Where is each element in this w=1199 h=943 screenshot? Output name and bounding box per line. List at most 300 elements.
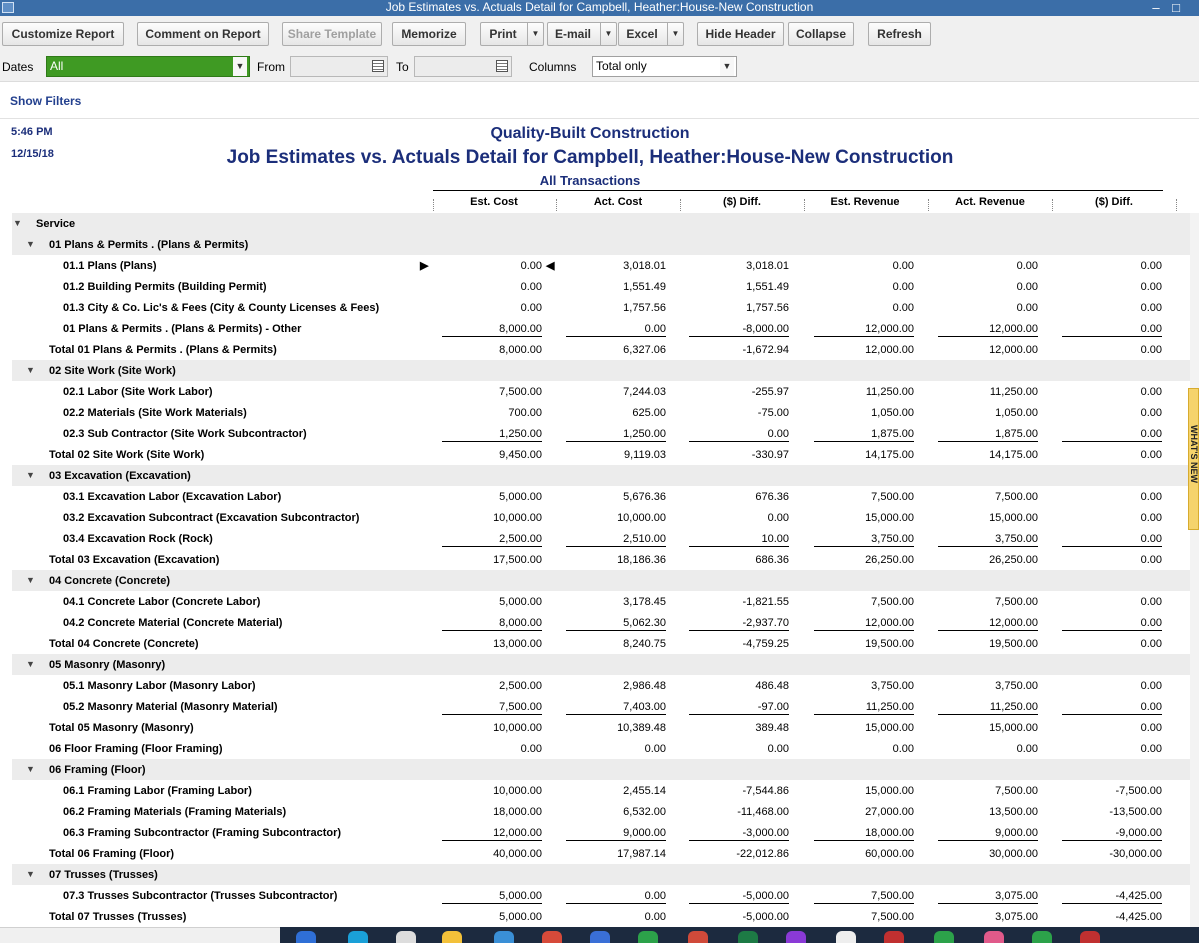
cell-value[interactable]: 0.00 [1140, 386, 1162, 398]
cell-value[interactable]: 12,000.00 [938, 617, 1038, 631]
cell-value[interactable]: 2,986.48 [623, 680, 666, 692]
cell-value[interactable]: 5,062.30 [566, 617, 666, 631]
report-row[interactable] [12, 423, 1190, 444]
cell-value[interactable]: -75.00 [757, 407, 789, 419]
cell-value[interactable]: 10,000.00 [617, 512, 666, 524]
collapse-triangle-icon[interactable]: ▼ [26, 869, 35, 879]
collapse-triangle-icon[interactable]: ▼ [26, 239, 35, 249]
cell-value[interactable]: -2,937.70 [689, 617, 789, 631]
row-label: 03.2 Excavation Subcontract (Excavation Subcontractor) [63, 512, 360, 524]
cell-value[interactable]: 27,000.00 [865, 806, 914, 818]
cell-value[interactable]: 0.00 [1062, 428, 1162, 442]
cell-value[interactable]: 10,000.00 [493, 785, 542, 797]
cell-value[interactable]: 5,000.00 [499, 911, 542, 923]
cell-value[interactable]: 11,250.00 [814, 701, 914, 715]
cell-value[interactable]: 12,000.00 [865, 344, 914, 356]
cell-value[interactable]: 9,000.00 [566, 827, 666, 841]
cell-value[interactable]: 13,500.00 [989, 806, 1038, 818]
cell-value[interactable]: 0.00 [1140, 554, 1162, 566]
taskbar-app-icon[interactable] [348, 931, 368, 943]
report-total-row[interactable] [12, 843, 1190, 864]
cell-value[interactable]: 7,500.00 [995, 785, 1038, 797]
column-resize-handle[interactable] [928, 199, 929, 211]
report-row[interactable] [12, 276, 1190, 297]
company-name: Quality-Built Construction [490, 125, 690, 142]
cell-value[interactable]: 0.00 [1140, 743, 1162, 755]
report-group-row[interactable] [12, 465, 1190, 486]
column-resize-handle[interactable] [680, 199, 681, 211]
report-group-row[interactable] [12, 213, 1190, 234]
divider [0, 118, 1199, 119]
cell-value[interactable]: 26,250.00 [865, 554, 914, 566]
cell-value[interactable]: 10,000.00 [493, 722, 542, 734]
row-label: 02.3 Sub Contractor (Site Work Subcontractor) [63, 428, 307, 440]
report-group-row[interactable] [12, 570, 1190, 591]
cell-value[interactable]: 0.00 [566, 323, 666, 337]
report-row[interactable] [12, 381, 1190, 402]
report-row[interactable] [12, 486, 1190, 507]
report-row[interactable] [12, 507, 1190, 528]
row-label: 01.1 Plans (Plans) [63, 260, 157, 272]
cell-value[interactable]: 12,000.00 [814, 617, 914, 631]
cell-value[interactable]: 0.00 [644, 911, 666, 923]
cell-value[interactable]: -5,000.00 [689, 890, 789, 904]
column-resize-handle[interactable] [1052, 199, 1053, 211]
collapse-triangle-icon[interactable]: ▼ [26, 575, 35, 585]
window-title: Job Estimates vs. Actuals Detail for Campbell, Heather:House-New Construction [385, 0, 814, 14]
cell-value[interactable]: 7,500.00 [871, 596, 914, 608]
row-label: 07.3 Trusses Subcontractor (Trusses Subcontractor) [63, 890, 338, 902]
taskbar-app-icon[interactable] [984, 931, 1004, 943]
email-dropdown-icon[interactable]: ▼ [600, 23, 616, 45]
report-row[interactable] [12, 675, 1190, 696]
cell-value[interactable]: 5,000.00 [499, 596, 542, 608]
cell-value[interactable]: 0.00 [1062, 323, 1162, 337]
report-group-row[interactable] [12, 864, 1190, 885]
hide-header-button[interactable]: Hide Header [697, 22, 784, 46]
cell-value[interactable]: 60,000.00 [865, 848, 914, 860]
row-label: 07 Trusses (Trusses) [49, 869, 158, 881]
cell-value[interactable]: 1,551.49 [623, 281, 666, 293]
row-label: 03 Excavation (Excavation) [49, 470, 191, 482]
report-row[interactable] [12, 297, 1190, 318]
cell-value[interactable]: 14,175.00 [989, 449, 1038, 461]
report-row[interactable] [12, 591, 1190, 612]
row-label: Total 01 Plans & Permits . (Plans & Permits) [49, 344, 277, 356]
cell-value[interactable]: 19,500.00 [865, 638, 914, 650]
calendar-icon[interactable] [372, 60, 384, 72]
cell-value[interactable]: 389.48 [755, 722, 789, 734]
cell-value[interactable]: 0.00 [644, 743, 666, 755]
report-group-row[interactable] [12, 360, 1190, 381]
cell-value[interactable]: 2,510.00 [566, 533, 666, 547]
report-row[interactable] [12, 885, 1190, 906]
cell-value[interactable]: 0.00 [1062, 701, 1162, 715]
cell-value[interactable]: 8,000.00 [442, 323, 542, 337]
report-row[interactable] [12, 528, 1190, 549]
cell-value[interactable]: 11,250.00 [989, 386, 1038, 398]
cell-value[interactable]: 15,000.00 [989, 722, 1038, 734]
cell-value[interactable]: 15,000.00 [865, 512, 914, 524]
cell-value[interactable]: 3,075.00 [938, 890, 1038, 904]
cell-value[interactable]: 0.00 [1062, 533, 1162, 547]
excel-label: Excel [626, 27, 658, 41]
folder-icon[interactable] [442, 931, 462, 943]
row-label: 06 Floor Framing (Floor Framing) [49, 743, 223, 755]
cell-value[interactable]: 0.00 [1140, 281, 1162, 293]
taskbar-app-icon[interactable] [934, 931, 954, 943]
excel-button[interactable] [618, 22, 684, 46]
report-total-row[interactable] [12, 906, 1190, 927]
cell-value[interactable]: 486.48 [755, 680, 789, 692]
report-row[interactable] [12, 402, 1190, 423]
cell-value[interactable]: 11,250.00 [865, 386, 914, 398]
cell-value[interactable]: 0.00 [892, 302, 914, 314]
cell-value[interactable]: 0.00 [1140, 344, 1162, 356]
cell-value[interactable]: -97.00 [689, 701, 789, 715]
cell-value[interactable]: 686.36 [755, 554, 789, 566]
cell-value[interactable]: 0.00 [1140, 722, 1162, 734]
report-group-row[interactable] [12, 654, 1190, 675]
cell-value[interactable]: 700.00 [508, 407, 542, 419]
cell-value[interactable]: 0.00 [566, 890, 666, 904]
cell-value[interactable]: -5,000.00 [742, 911, 789, 923]
cell-value[interactable]: -13,500.00 [1109, 806, 1162, 818]
cell-value[interactable]: -7,544.86 [742, 785, 789, 797]
row-label: Total 07 Trusses (Trusses) [49, 911, 187, 923]
column-header-act-cost[interactable]: Act. Cost [593, 196, 643, 208]
chevron-down-icon[interactable]: ▼ [233, 57, 247, 76]
horizontal-scrollbar[interactable] [0, 927, 280, 943]
cell-value[interactable]: 9,119.03 [623, 449, 666, 461]
report-toolbar [0, 16, 1199, 52]
cell-value[interactable]: 0.00 [1140, 260, 1162, 272]
calendar-icon[interactable] [496, 60, 508, 72]
cell-value[interactable]: 0.00 [1016, 302, 1038, 314]
taskbar-app-icon[interactable] [836, 931, 856, 943]
cell-value[interactable]: 0.00 [892, 281, 914, 293]
cell-value[interactable]: 0.00 [1062, 617, 1162, 631]
refresh-button[interactable]: Refresh [868, 22, 931, 46]
excel-dropdown-icon[interactable]: ▼ [667, 23, 683, 45]
cell-value[interactable]: -8,000.00 [689, 323, 789, 337]
cell-value[interactable]: 3,750.00 [938, 533, 1038, 547]
to-date-field[interactable] [414, 56, 512, 77]
cell-value[interactable]: 13,000.00 [493, 638, 542, 650]
quickbooks-icon[interactable] [638, 931, 658, 943]
from-label: From [257, 60, 285, 74]
print-dropdown-icon[interactable]: ▼ [527, 23, 543, 45]
print-label: Print [489, 27, 517, 41]
column-resize-handle[interactable] [804, 199, 805, 211]
cell-value[interactable]: 8,240.75 [623, 638, 666, 650]
cell-value[interactable]: 17,987.14 [617, 848, 666, 860]
row-label: 04 Concrete (Concrete) [49, 575, 171, 587]
cell-value[interactable]: 7,500.00 [871, 911, 914, 923]
header-rule [433, 190, 1163, 191]
cell-value[interactable]: 18,000.00 [493, 806, 542, 818]
cell-value[interactable]: 11,250.00 [938, 701, 1038, 715]
row-label: 01.2 Building Permits (Building Permit) [63, 281, 267, 293]
taskbar-app-icon[interactable] [688, 931, 708, 943]
cell-value[interactable]: -255.97 [751, 386, 789, 398]
report-row[interactable] [12, 822, 1190, 843]
report-row[interactable] [12, 255, 1190, 276]
cell-value[interactable]: 0.00 [1016, 281, 1038, 293]
cell-value[interactable]: 12,000.00 [989, 344, 1038, 356]
cell-value[interactable]: 0.00 [520, 743, 542, 755]
cell-value[interactable]: 8,000.00 [499, 344, 542, 356]
cell-value[interactable]: 10.00 [689, 533, 789, 547]
cell-value[interactable]: 2,455.14 [623, 785, 666, 797]
row-label: 01 Plans & Permits . (Plans & Permits) - Other [63, 323, 302, 335]
row-label: 02.1 Labor (Site Work Labor) [63, 386, 213, 398]
cell-value[interactable]: 3,018.01 [623, 260, 666, 272]
cell-value[interactable]: 625.00 [632, 407, 666, 419]
column-header-act-revenue[interactable]: Act. Revenue [955, 196, 1025, 208]
row-label: 01 Plans & Permits . (Plans & Permits) [49, 239, 249, 251]
cell-value[interactable]: 1,551.49 [746, 281, 789, 293]
cell-value[interactable]: 18,186.36 [617, 554, 666, 566]
cell-value[interactable]: -3,000.00 [689, 827, 789, 841]
cell-value[interactable]: 0.00 [1140, 491, 1162, 503]
from-date-field[interactable] [290, 56, 388, 77]
cell-value[interactable]: 0.00 [1140, 680, 1162, 692]
taskbar-app-icon[interactable] [786, 931, 806, 943]
cell-value[interactable]: 1,250.00 [566, 428, 666, 442]
taskbar-app-icon[interactable] [1032, 931, 1052, 943]
collapse-triangle-icon[interactable]: ▼ [26, 764, 35, 774]
collapse-triangle-icon[interactable]: ▼ [26, 470, 35, 480]
cell-value[interactable]: 17,500.00 [493, 554, 542, 566]
cell-value[interactable]: 0.00 [1140, 407, 1162, 419]
filter-bar [0, 52, 1199, 82]
row-label: Service [36, 218, 76, 230]
cell-value[interactable]: 7,500.00 [499, 386, 542, 398]
collapse-triangle-icon[interactable]: ▼ [13, 218, 22, 228]
dates-select-value: All [50, 59, 64, 73]
taskbar-app-icon[interactable] [590, 931, 610, 943]
cell-value[interactable]: 0.00 [1016, 260, 1038, 272]
row-label: 03.4 Excavation Rock (Rock) [63, 533, 213, 545]
cell-value[interactable]: -22,012.86 [736, 848, 789, 860]
report-group-row[interactable] [12, 759, 1190, 780]
report-row[interactable] [12, 801, 1190, 822]
taskbar-app-icon[interactable] [884, 931, 904, 943]
row-label: 01.3 City & Co. Lic's & Fees (City & County Licenses & Fees) [63, 302, 380, 314]
cell-value[interactable]: 6,532.00 [623, 806, 666, 818]
column-resize-handle[interactable] [1176, 199, 1177, 211]
cell-value[interactable]: 12,000.00 [442, 827, 542, 841]
cell-value[interactable]: 0.00 [1140, 596, 1162, 608]
cell-value[interactable]: 0.00 [767, 743, 789, 755]
report-total-row[interactable] [12, 633, 1190, 654]
report-total-row[interactable] [12, 549, 1190, 570]
row-label: 06.1 Framing Labor (Framing Labor) [63, 785, 252, 797]
cell-value[interactable]: 1,875.00 [814, 428, 914, 442]
row-label: 04.2 Concrete Material (Concrete Material) [63, 617, 283, 629]
excel-icon[interactable] [738, 931, 758, 943]
report-row[interactable] [12, 612, 1190, 633]
report-row[interactable] [12, 780, 1190, 801]
report-subtitle: All Transactions [539, 173, 641, 188]
cell-value[interactable]: 0.00 [1140, 449, 1162, 461]
cell-value[interactable]: 19,500.00 [989, 638, 1038, 650]
cell-value[interactable]: -30,000.00 [1109, 848, 1162, 860]
report-total-row[interactable] [12, 444, 1190, 465]
cell-value[interactable]: 1,050.00 [995, 407, 1038, 419]
cell-value[interactable]: 1,757.56 [746, 302, 789, 314]
print-button[interactable] [480, 22, 544, 46]
report-row[interactable] [12, 738, 1190, 759]
report-date: 12/15/18 [11, 148, 54, 160]
report-title: Job Estimates vs. Actuals Detail for Campbell, Heather:House-New Construction [226, 147, 954, 168]
cell-value[interactable]: 2,500.00 [499, 680, 542, 692]
cell-value[interactable]: 5,676.36 [623, 491, 666, 503]
cell-value[interactable]: 2,500.00 [442, 533, 542, 547]
cell-value[interactable]: 0.00 [892, 260, 914, 272]
cell-value[interactable]: 12,000.00 [938, 323, 1038, 337]
collapse-triangle-icon[interactable]: ▼ [26, 659, 35, 669]
browser-icon[interactable] [542, 931, 562, 943]
cell-value[interactable]: 0.00 [520, 302, 542, 314]
cell-value[interactable]: 7,403.00 [566, 701, 666, 715]
cell-value[interactable]: 7,500.00 [442, 701, 542, 715]
taskbar-app-icon[interactable] [494, 931, 514, 943]
cell-value[interactable]: -9,000.00 [1062, 827, 1162, 841]
cell-value[interactable]: 18,000.00 [814, 827, 914, 841]
cell-value[interactable]: 0.00 [520, 281, 542, 293]
report-total-row[interactable] [12, 717, 1190, 738]
cell-value[interactable]: 40,000.00 [493, 848, 542, 860]
cell-value[interactable]: 1,757.56 [623, 302, 666, 314]
cell-value[interactable]: -4,425.00 [1115, 911, 1162, 923]
cell-value[interactable]: 10,389.48 [617, 722, 666, 734]
cell-value[interactable]: 5,000.00 [499, 491, 542, 503]
cell-value[interactable]: 3,750.00 [871, 680, 914, 692]
cell-value[interactable]: 0.00 [689, 428, 789, 442]
dates-label: Dates [2, 60, 34, 74]
cell-value[interactable]: 7,500.00 [995, 491, 1038, 503]
cell-value[interactable]: 1,875.00 [938, 428, 1038, 442]
calendar-icon[interactable] [1080, 931, 1100, 943]
cell-value[interactable]: 1,250.00 [442, 428, 542, 442]
cell-value[interactable]: -330.97 [751, 449, 789, 461]
cell-value[interactable]: 7,500.00 [995, 596, 1038, 608]
comment-on-report-button[interactable]: Comment on Report [137, 22, 269, 46]
report-total-row[interactable] [12, 339, 1190, 360]
column-header-revenue-diff[interactable]: ($) Diff. [1095, 196, 1133, 208]
cell-value[interactable]: 0.00 [1140, 302, 1162, 314]
row-label: Total 03 Excavation (Excavation) [49, 554, 220, 566]
columns-select[interactable] [592, 56, 737, 77]
whats-new-tab[interactable] [1188, 388, 1199, 530]
cell-value[interactable]: -4,425.00 [1062, 890, 1162, 904]
cell-value[interactable]: 0.00 [767, 512, 789, 524]
email-button[interactable] [547, 22, 617, 46]
restore-button[interactable]: □ [1172, 0, 1180, 15]
cell-value[interactable]: 8,000.00 [442, 617, 542, 631]
cell-value[interactable]: 9,450.00 [499, 449, 542, 461]
customize-report-button[interactable]: Customize Report [2, 22, 124, 46]
cell-value[interactable]: -1,672.94 [742, 344, 789, 356]
columns-select-value: Total only [596, 59, 647, 73]
cell-value[interactable]: 3,178.45 [623, 596, 666, 608]
cell-value[interactable]: 26,250.00 [989, 554, 1038, 566]
cell-value[interactable]: 3,075.00 [995, 911, 1038, 923]
cell-value[interactable]: 30,000.00 [989, 848, 1038, 860]
cell-value[interactable]: 3,750.00 [814, 533, 914, 547]
share-template-button[interactable]: Share Template [282, 22, 382, 46]
column-resize-handle[interactable] [556, 199, 557, 211]
column-header-cost-diff[interactable]: ($) Diff. [723, 196, 761, 208]
row-label: Total 05 Masonry (Masonry) [49, 722, 194, 734]
cell-value[interactable]: 6,327.06 [623, 344, 666, 356]
row-label: 03.1 Excavation Labor (Excavation Labor) [63, 491, 282, 503]
column-resize-handle[interactable] [433, 199, 434, 211]
cell-value[interactable]: 15,000.00 [865, 785, 914, 797]
taskbar-app-icon[interactable] [296, 931, 316, 943]
row-label: 06.2 Framing Materials (Framing Materials) [63, 806, 287, 818]
row-label: 02.2 Materials (Site Work Materials) [63, 407, 247, 419]
row-label: Total 04 Concrete (Concrete) [49, 638, 199, 650]
show-filters-link[interactable]: Show Filters [10, 94, 82, 108]
cell-value[interactable]: 9,000.00 [938, 827, 1038, 841]
cell-value[interactable]: 15,000.00 [865, 722, 914, 734]
cell-value[interactable]: 5,000.00 [442, 890, 542, 904]
to-label: To [396, 60, 409, 74]
vertical-scrollbar[interactable] [1190, 213, 1199, 927]
cell-value[interactable]: -11,468.00 [737, 806, 789, 818]
cell-value[interactable]: 7,500.00 [871, 491, 914, 503]
cell-value[interactable]: -4,759.25 [742, 638, 789, 650]
cell-value[interactable]: 0.00 [892, 743, 914, 755]
collapse-button[interactable]: Collapse [788, 22, 854, 46]
cell-value[interactable]: 7,244.03 [623, 386, 666, 398]
minimize-button[interactable]: – [1152, 0, 1160, 15]
cell-value[interactable]: 7,500.00 [814, 890, 914, 904]
cell-value[interactable]: 12,000.00 [814, 323, 914, 337]
email-label: E-mail [554, 27, 591, 41]
column-header-est-revenue[interactable]: Est. Revenue [830, 196, 900, 208]
taskbar-app-icon[interactable] [396, 931, 416, 943]
dates-select[interactable] [46, 56, 250, 77]
cell-value[interactable]: 0.00 [1016, 743, 1038, 755]
cell-value[interactable]: 676.36 [755, 491, 789, 503]
row-label: Total 02 Site Work (Site Work) [49, 449, 205, 461]
cell-value[interactable]: 15,000.00 [989, 512, 1038, 524]
cell-value[interactable]: 0.00 [1140, 638, 1162, 650]
chevron-down-icon[interactable]: ▼ [720, 57, 734, 76]
column-header-est-cost[interactable]: Est. Cost [470, 196, 518, 208]
cell-value[interactable]: -7,500.00 [1115, 785, 1162, 797]
collapse-triangle-icon[interactable]: ▼ [26, 365, 35, 375]
cell-value[interactable]: 10,000.00 [493, 512, 542, 524]
cell-value[interactable]: 0.00 [1140, 512, 1162, 524]
cell-value[interactable]: 1,050.00 [871, 407, 914, 419]
cell-value[interactable]: 0.00 [520, 260, 542, 272]
cell-value[interactable]: 14,175.00 [865, 449, 914, 461]
report-row[interactable] [12, 696, 1190, 717]
cell-value[interactable]: -1,821.55 [742, 596, 789, 608]
cell-value[interactable]: 3,018.01 [746, 260, 789, 272]
report-group-row[interactable] [12, 234, 1190, 255]
row-pointer-icon: ◀ [546, 260, 555, 272]
cell-value[interactable]: 3,750.00 [995, 680, 1038, 692]
report-row[interactable] [12, 318, 1190, 339]
memorize-button[interactable]: Memorize [392, 22, 466, 46]
row-label: Total 06 Framing (Floor) [49, 848, 175, 860]
